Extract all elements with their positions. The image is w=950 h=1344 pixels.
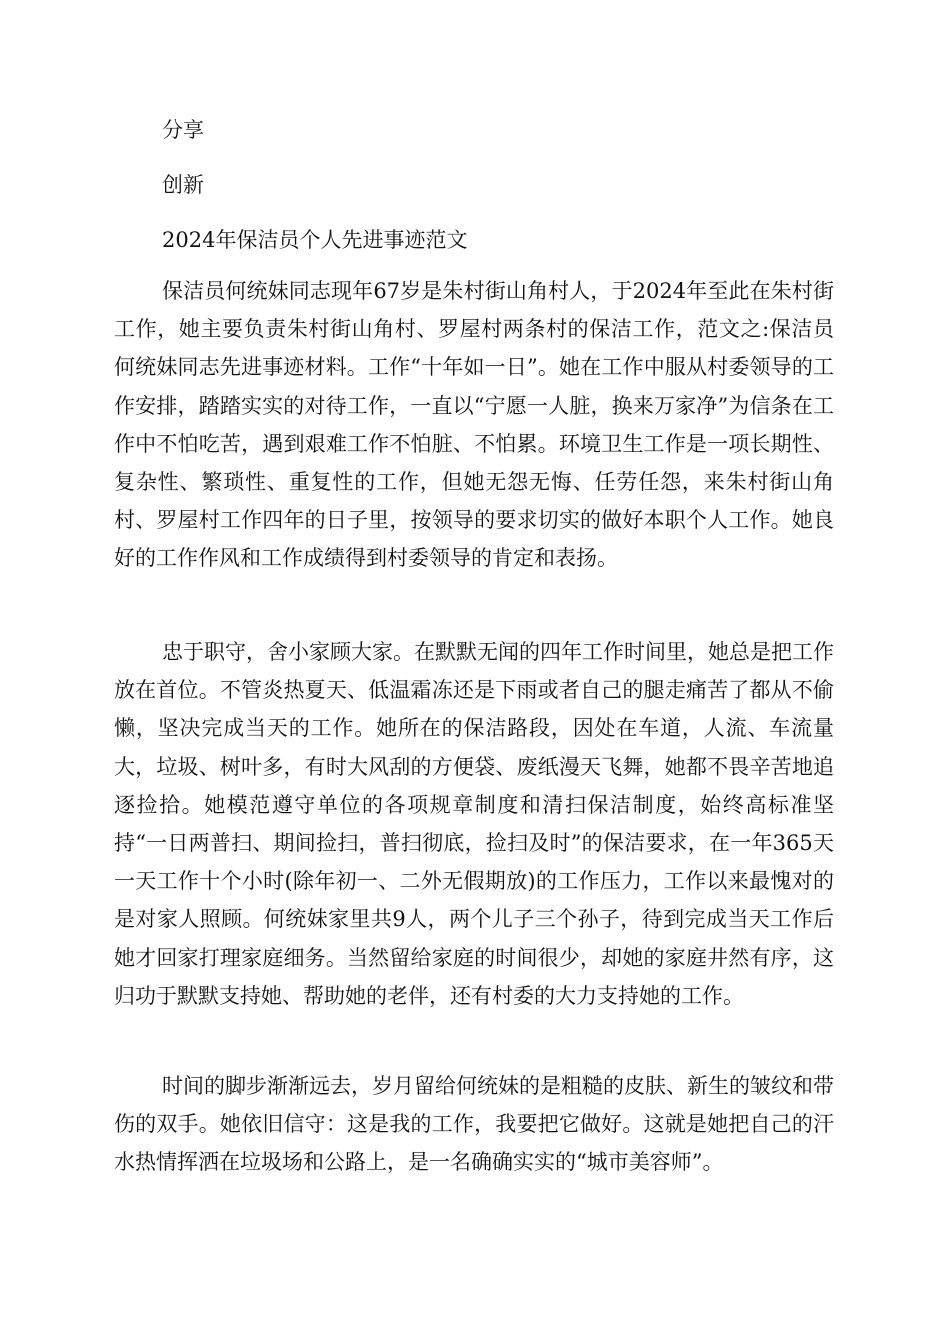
paragraph-3: 时间的脚步渐渐远去，岁月留给何统妹的是粗糙的皮肤、新生的皱纹和带伤的双手。她依旧信守：这是我的工作，我要把它做好。这就是她把自己的汗水热情挥洒在垃圾场和公路上，是一名确确实实的“城市美容师”。 — [114, 1074, 834, 1175]
innovate-line: 创新 — [162, 173, 204, 197]
share-line: 分享 — [162, 118, 204, 142]
paragraph-2: 忠于职守，舍小家顾大家。在默默无闻的四年工作时间里，她总是把工作放在首位。不管炎热夏天、低温霜冻还是下雨或者自己的腿走痛苦了都从不偷懒，坚决完成当天的工作。她所在的保洁路段，因处在车道，人流、车流量大，垃圾、树叶多，有时大风刮的方便袋、废纸漫天飞舞，她都不畏辛苦地追逐捡拾。她模范遵守单位的各项规章制度和清扫保洁制度，始终高标准坚持“一日两普扫、期间捡扫，普扫彻底，捡扫及时”的保洁要求，在一年365天一天工作十个小时(除年初一、二外无假期放)的工作压力，工作以来最愧对的是对家人照顾。何统妹家里共9人，两个儿子三个孙子，待到完成当天工作后她才回家打理家庭细务。当然留给家庭的时间很少，却她的家庭井然有序，这归功于默默支持她、帮助她的老伴，还有村委的大力支持她的工作。 — [114, 640, 834, 1008]
paragraph-1: 保洁员何统妹同志现年67岁是朱村街山角村人，于2024年至此在朱村街工作，她主要负责朱村街山角村、罗屋村两条村的保洁工作，范文之:保洁员何统妹同志先进事迹材料。工作“十年如一日”。她在工作中服从村委领导的工作安排，踏踏实实的对待工作，一直以“宁愿一人脏，换来万家净”为信条在工作中不怕吃苦，遇到艰难工作不怕脏、不怕累。环境卫生工作是一项长期性、复杂性、繁琐性、重复性的工作，但她无怨无悔、任劳任怨，来朱村街山角村、罗屋村工作四年的日子里，按领导的要求切实的做好本职个人工作。她良好的工作作风和工作成绩得到村委领导的肯定和表扬。 — [114, 279, 834, 571]
document-title: 2024年保洁员个人先进事迹范文 — [162, 228, 468, 252]
